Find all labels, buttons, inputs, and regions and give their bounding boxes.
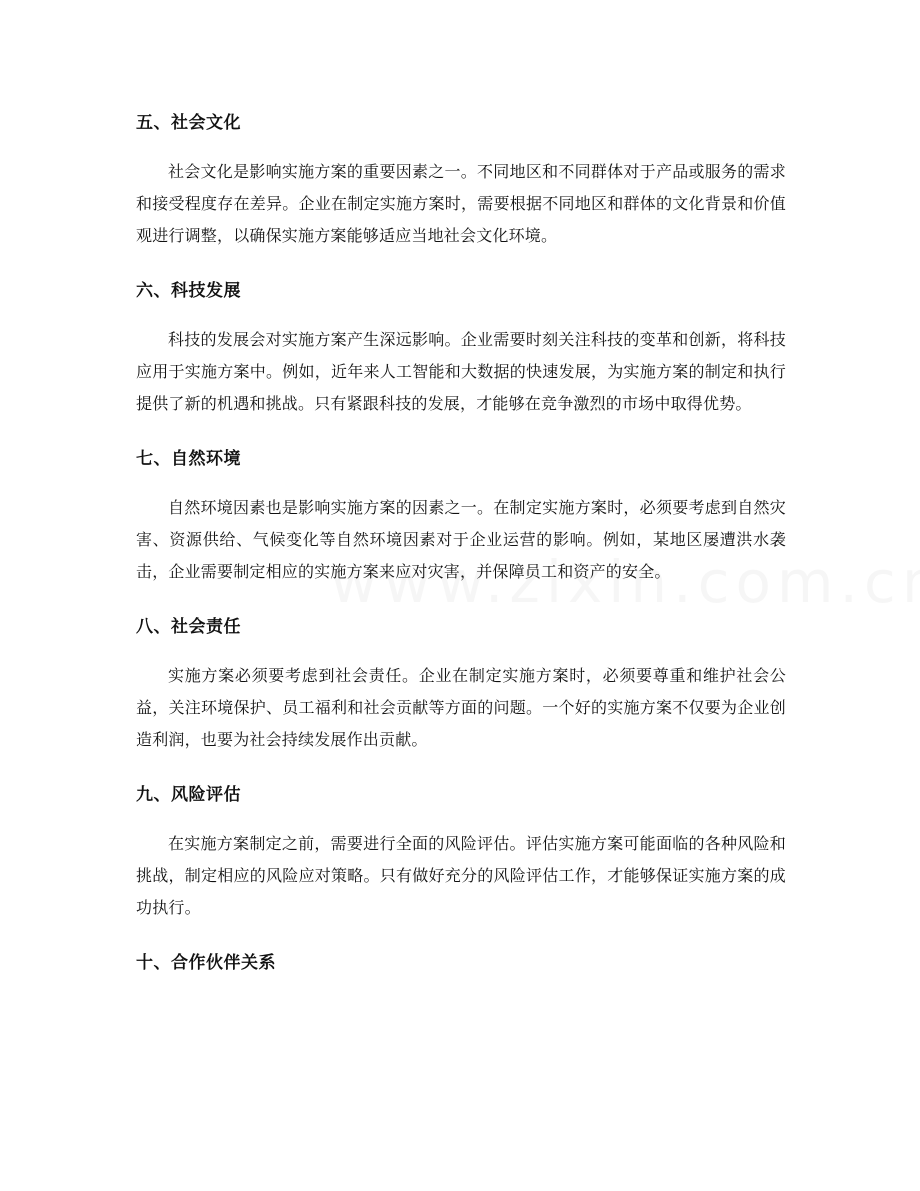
section-heading: 八、社会责任 (136, 617, 241, 637)
section-natural-environment (136, 444, 786, 588)
section-paragraph: 在实施方案制定之前，需要进行全面的风险评估。评估实施方案可能面临的各种风险和挑战，制定相应的风险应对策略。只有做好充分的风险评估工作，才能够保证实施方案的成功执行。 (136, 834, 786, 917)
section-social-responsibility (136, 612, 786, 756)
section-heading: 七、自然环境 (136, 449, 241, 469)
section-paragraph: 科技的发展会对实施方案产生深远影响。企业需要时刻关注科技的变革和创新，将科技应用于实施方案中。例如，近年来人工智能和大数据的快速发展，为实施方案的制定和执行提供了新的机遇和挑战。只有紧跟科技的发展，才能够在竞争激烈的市场中取得优势。 (136, 330, 786, 413)
section-partnership (136, 948, 786, 978)
section-heading: 九、风险评估 (136, 785, 241, 805)
section-social-culture (136, 108, 786, 252)
section-heading: 十、合作伙伴关系 (136, 953, 276, 973)
section-paragraph: 实施方案必须要考虑到社会责任。企业在制定实施方案时，必须要尊重和维护社会公益，关注环境保护、员工福利和社会贡献等方面的问题。一个好的实施方案不仅要为企业创造利润，也要为社会持续发展作出贡献。 (136, 666, 786, 749)
document-content (136, 108, 786, 996)
section-heading: 六、科技发展 (136, 281, 241, 301)
section-risk-assessment (136, 780, 786, 924)
section-technology-development (136, 276, 786, 420)
section-heading: 五、社会文化 (136, 113, 241, 133)
section-paragraph: 社会文化是影响实施方案的重要因素之一。不同地区和不同群体对于产品或服务的需求和接受程度存在差异。企业在制定实施方案时，需要根据不同地区和群体的文化背景和价值观进行调整，以确保实施方案能够适应当地社会文化环境。 (136, 162, 786, 245)
section-paragraph: 自然环境因素也是影响实施方案的因素之一。在制定实施方案时，必须要考虑到自然灾害、资源供给、气候变化等自然环境因素对于企业运营的影响。例如，某地区屡遭洪水袭击，企业需要制定相应的实施方案来应对灾害，并保障员工和资产的安全。 (136, 498, 786, 581)
